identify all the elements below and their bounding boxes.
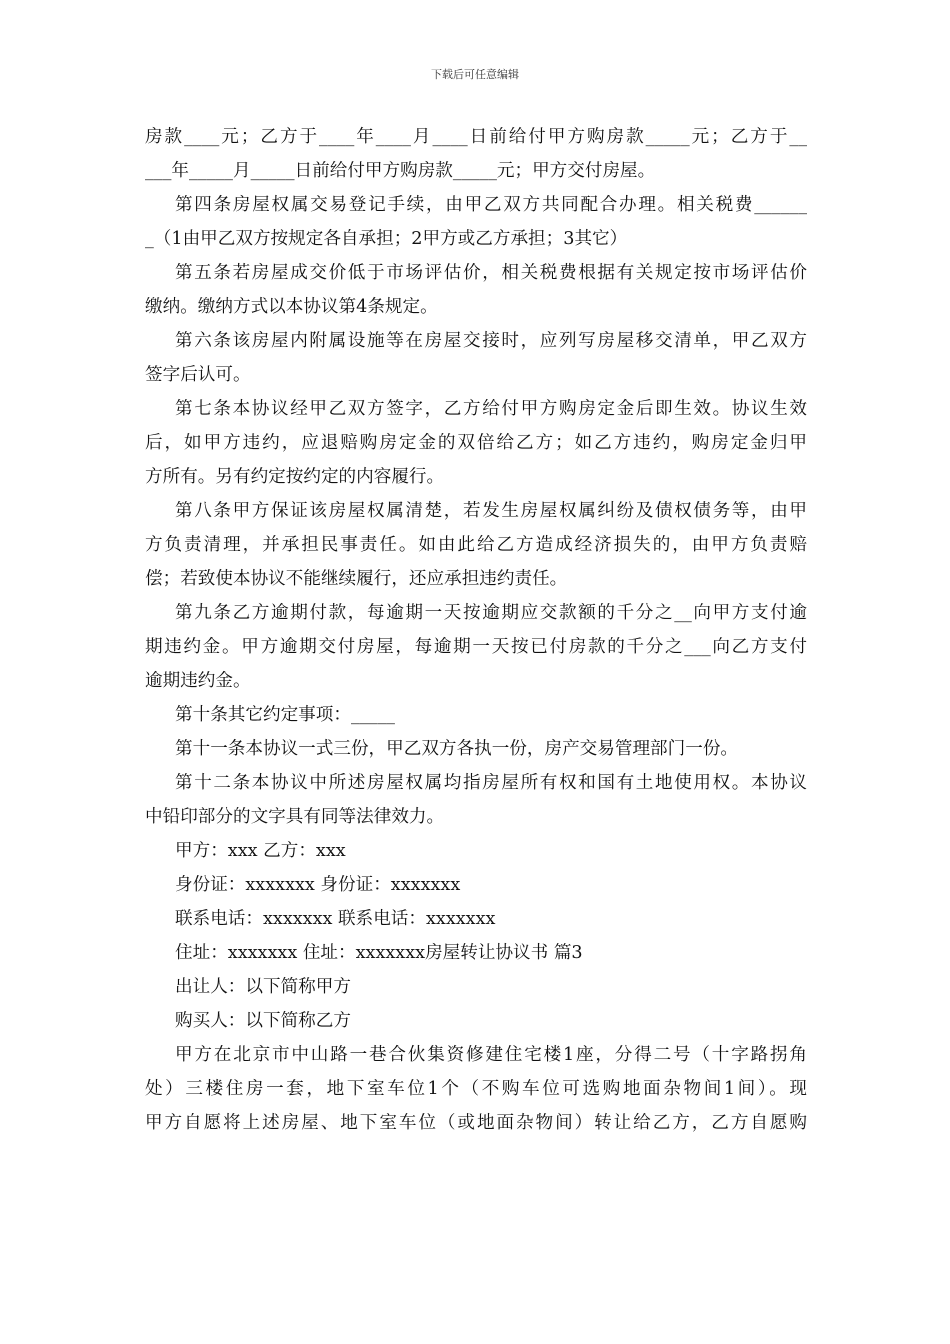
text-line: 第九条乙方逾期付款，每逾期一天按逾期应交款额的千分之__向甲方支付逾: [175, 603, 807, 623]
text-line: ___年_____月_____日前给付甲方购房款_____元；甲方交付房屋。: [145, 161, 656, 181]
text-line: 住址：xxxxxxx 住址：xxxxxxx房屋转让协议书 篇3: [175, 943, 583, 963]
text-line: 偿；若致使本协议不能继续履行，还应承担违约责任。: [145, 569, 568, 589]
text-line: 甲方自愿将上述房屋、地下室车位（或地面杂物间）转让给乙方，乙方自愿购: [145, 1113, 807, 1133]
text-line: _（1由甲乙双方按规定各自承担；2甲方或乙方承担；3其它）: [145, 229, 628, 249]
page-header-note: 下载后可任意编辑: [431, 68, 519, 81]
text-line: 签字后认可。: [145, 365, 251, 385]
text-line: 方所有。另有约定按约定的内容履行。: [145, 467, 445, 487]
text-line: 缴纳。缴纳方式以本协议第4条规定。: [145, 297, 438, 317]
text-line: 第七条本协议经甲乙双方签字，乙方给付甲方购房定金后即生效。协议生效: [175, 399, 807, 419]
text-line: 联系电话：xxxxxxx 联系电话：xxxxxxx: [175, 909, 496, 929]
text-line: 甲方：xxx 乙方：xxx: [175, 841, 346, 861]
text-line: 处）三楼住房一套，地下室车位1个（不购车位可选购地面杂物间1间）。现: [145, 1079, 807, 1099]
text-line: 逾期违约金。: [145, 671, 251, 691]
text-line: 第四条房屋权属交易登记手续，由甲乙双方共同配合办理。相关税费______: [175, 195, 807, 215]
text-line: 第十一条本协议一式三份，甲乙双方各执一份，房产交易管理部门一份。: [175, 739, 739, 759]
text-line: 房款____元；乙方于____年____月____日前给付甲方购房款_____元；乙方于__: [145, 127, 807, 147]
text-line: 甲方在北京市中山路一巷合伙集资修建住宅楼1座，分得二号（十字路拐角: [175, 1045, 807, 1065]
text-line: 身份证：xxxxxxx 身份证：xxxxxxx: [175, 875, 461, 895]
text-line: 后，如甲方违约，应退赔购房定金的双倍给乙方；如乙方违约，购房定金归甲: [145, 433, 807, 453]
text-line: 第八条甲方保证该房屋权属清楚，若发生房屋权属纠纷及债权债务等，由甲: [175, 501, 807, 521]
text-line: 第五条若房屋成交价低于市场评估价，相关税费根据有关规定按市场评估价: [175, 263, 807, 283]
text-line: 期违约金。甲方逾期交付房屋，每逾期一天按已付房款的千分之___向乙方支付: [145, 637, 807, 657]
text-line: 方负责清理，并承担民事责任。如由此给乙方造成经济损失的，由甲方负责赔: [145, 535, 807, 555]
text-line: 第六条该房屋内附属设施等在房屋交接时，应列写房屋移交清单，甲乙双方: [175, 331, 807, 351]
text-line: 购买人：以下简称乙方: [175, 1011, 351, 1031]
text-line: 第十二条本协议中所述房屋权属均指房屋所有权和国有土地使用权。本协议: [175, 773, 807, 793]
text-line: 中铅印部分的文字具有同等法律效力。: [145, 807, 445, 827]
text-line: 出让人：以下简称甲方: [175, 977, 351, 997]
text-line: 第十条其它约定事项：_____: [175, 705, 395, 725]
document-body: [145, 120, 807, 1140]
